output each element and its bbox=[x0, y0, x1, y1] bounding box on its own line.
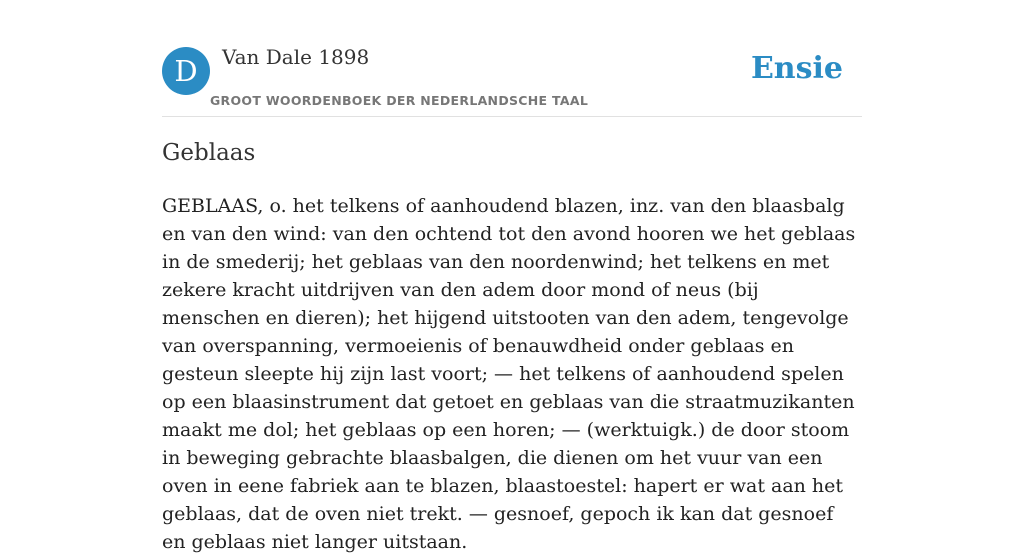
entry-headword: Geblaas bbox=[162, 140, 256, 166]
entry-definition: GEBLAAS, o. het telkens of aanhoudend blazen, inz. van den blaasbalg en van den wind: van den ochtend tot den avond hooren we het geblaas in de smederij; het geblaas van den noordenwind; het telkens en met zekere kracht uitdrijven van den adem door mond of neus (bij menschen en dieren); het hijgend uitstooten van den adem, tengevolge van overspanning, vermoeienis of benauwdheid onder geblaas en gesteun sleepte hij zijn last voort; — het telkens of aanhoudend spelen op een blaasinstrument dat getoet en geblaas van die straatmuzikanten maakt me dol; het geblaas op een horen; — (werktuigk.) de door stoom in beweging gebrachte blaasbalgen, die dienen om het vuur van een oven in eene fabriek aan te blazen, blaastoestel: hapert er wat aan het geblaas, dat de oven niet trekt. — gesnoef, gepoch ik kan dat gesnoef en geblaas niet langer uitstaan. bbox=[162, 195, 856, 553]
ensie-logo[interactable]: Ensie bbox=[750, 51, 843, 86]
dictionary-avatar[interactable]: D bbox=[162, 47, 210, 95]
dictionary-subtitle: GROOT WOORDENBOEK DER NEDERLANDSCHE TAAL bbox=[210, 93, 589, 108]
dictionary-header bbox=[162, 0, 862, 117]
dictionary-title[interactable]: Van Dale 1898 bbox=[222, 45, 370, 69]
